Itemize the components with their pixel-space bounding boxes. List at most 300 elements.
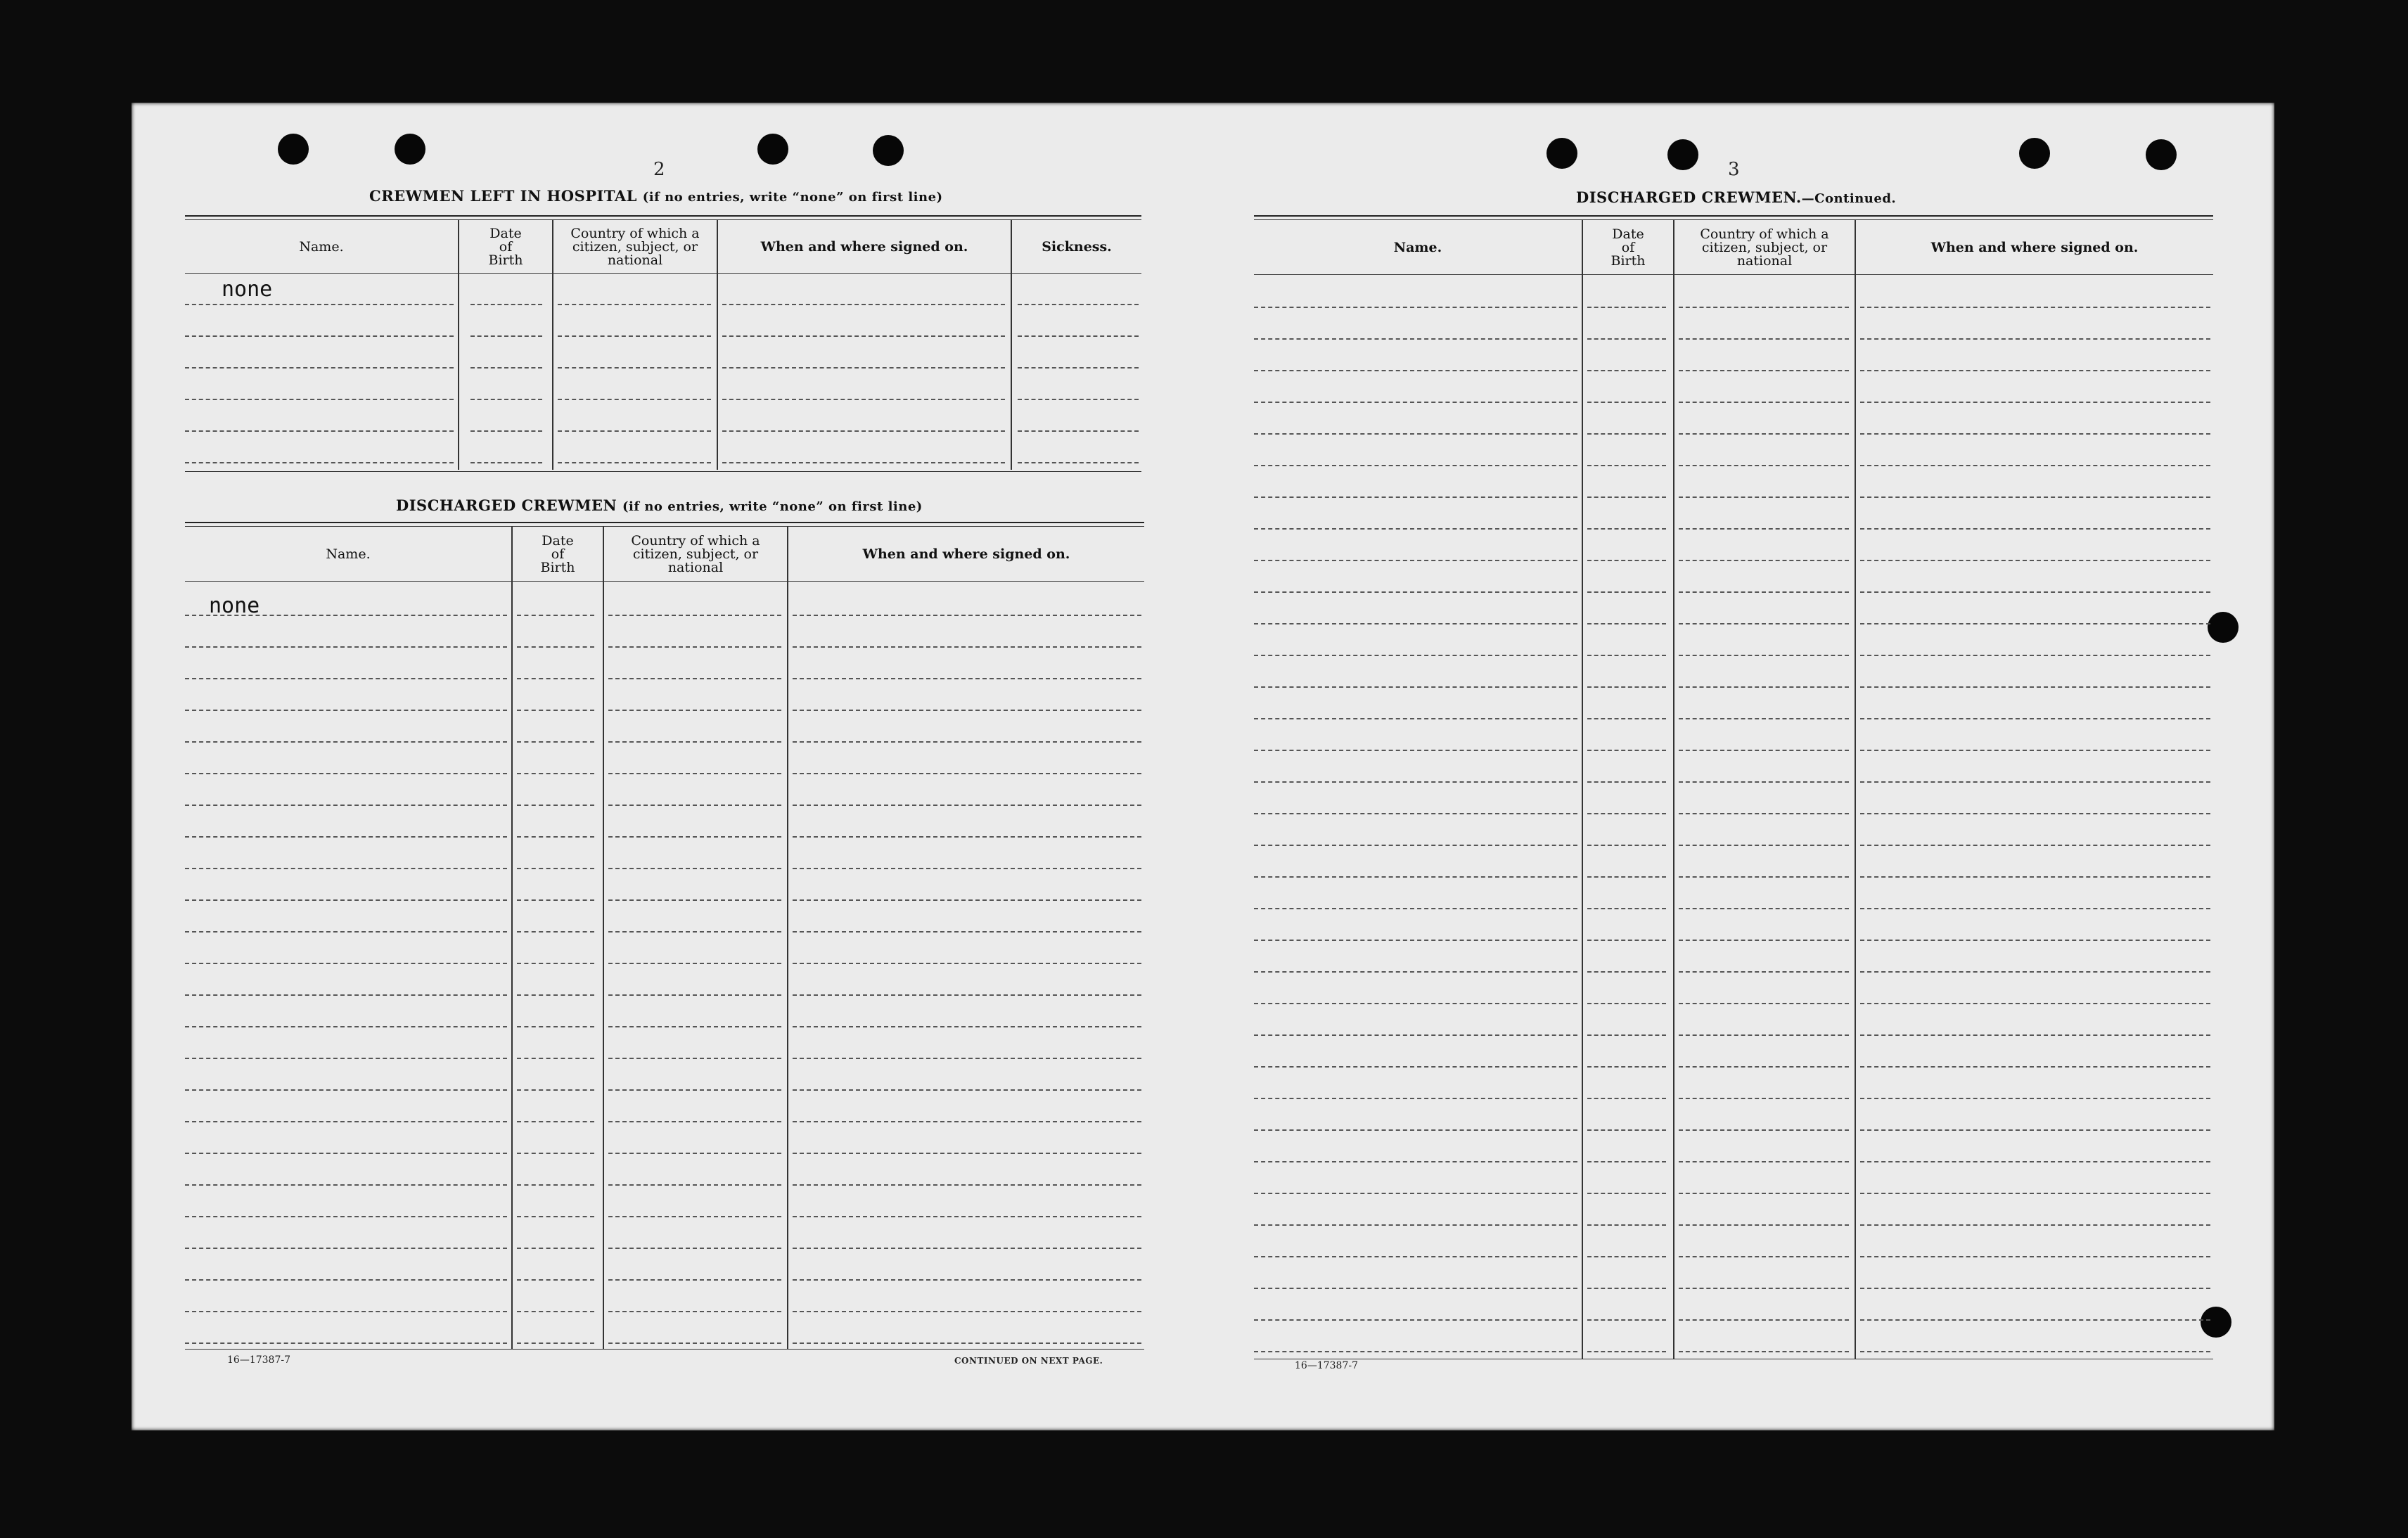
ruled-line xyxy=(1254,845,1577,846)
ruled-line xyxy=(1679,1288,1849,1289)
ruled-line xyxy=(185,773,507,774)
ruled-line xyxy=(608,773,781,774)
ruled-line xyxy=(1679,591,1849,593)
ruled-line xyxy=(608,615,781,616)
col-header-country: Country of which a citizen, subject, or national xyxy=(1700,226,1829,269)
ruled-line xyxy=(1679,845,1849,846)
ruled-line xyxy=(1587,1351,1666,1352)
ruled-line xyxy=(1254,623,1577,624)
ruled-line xyxy=(517,899,594,901)
ruled-line xyxy=(608,1216,781,1217)
ruled-line xyxy=(1860,338,2210,340)
punch-hole xyxy=(1667,139,1698,170)
ruled-line xyxy=(1587,876,1666,878)
ruled-line xyxy=(1587,465,1666,466)
ruled-line xyxy=(558,335,711,337)
ruled-line xyxy=(1679,718,1849,719)
ruled-line xyxy=(1587,402,1666,403)
ruled-line xyxy=(1587,1319,1666,1321)
ruled-line xyxy=(470,399,542,400)
ruled-line xyxy=(1679,433,1849,435)
col-header-date-of-birth: Date of Birth xyxy=(1610,226,1646,269)
section-heading: DISCHARGED CREWMEN. xyxy=(1576,188,1802,206)
ruled-line xyxy=(1679,750,1849,751)
ruled-line xyxy=(1860,433,2210,435)
ruled-line xyxy=(1254,1034,1577,1036)
ruled-line xyxy=(185,1058,507,1059)
discharged-section-title xyxy=(396,496,923,514)
ruled-line xyxy=(1018,367,1139,369)
ruled-line xyxy=(1679,1224,1849,1226)
ruled-line xyxy=(1254,433,1577,435)
ruled-line xyxy=(1254,307,1577,308)
ruled-line xyxy=(1679,813,1849,814)
ruled-line xyxy=(1679,908,1849,909)
col-header-sickness: Sickness. xyxy=(1042,238,1112,255)
ruled-line xyxy=(517,1342,594,1344)
ruled-line xyxy=(1679,465,1849,466)
ruled-line xyxy=(517,646,594,648)
section-heading: DISCHARGED CREWMEN xyxy=(396,496,617,514)
ruled-line xyxy=(1679,1066,1849,1068)
ruled-line xyxy=(1587,560,1666,561)
ruled-line xyxy=(185,1153,507,1154)
ruled-line xyxy=(1254,528,1577,530)
ruled-line xyxy=(793,1058,1141,1059)
ruled-line xyxy=(1679,338,1849,340)
ruled-line xyxy=(517,1311,594,1312)
page-number: 3 xyxy=(1728,159,1740,180)
ruled-line xyxy=(1860,1034,2210,1036)
ruled-line xyxy=(185,994,507,996)
ruled-line xyxy=(517,1026,594,1027)
ruled-line xyxy=(1254,402,1577,403)
ruled-line xyxy=(1860,1161,2210,1162)
ruled-line xyxy=(793,868,1141,869)
ruled-line xyxy=(1587,370,1666,371)
ruled-line xyxy=(1860,623,2210,624)
ruled-line xyxy=(1254,1319,1577,1321)
section-title-suffix: —Continued. xyxy=(1801,191,1897,206)
punch-hole xyxy=(873,135,904,166)
ruled-line xyxy=(1860,1066,2210,1068)
ruled-line xyxy=(558,462,711,463)
ruled-line xyxy=(793,1184,1141,1186)
col-header-name: Name. xyxy=(326,546,371,562)
ruled-line xyxy=(1860,402,2210,403)
punch-hole xyxy=(278,134,309,165)
ruled-line xyxy=(1860,781,2210,783)
ruled-line xyxy=(185,741,507,743)
ruled-line xyxy=(1860,370,2210,371)
ruled-line xyxy=(185,430,454,432)
ruled-line xyxy=(1018,430,1139,432)
ruled-line xyxy=(558,399,711,400)
ruled-line xyxy=(185,1342,507,1344)
ruled-line xyxy=(185,678,507,679)
form-sheet xyxy=(132,103,2274,1430)
punch-hole xyxy=(395,134,425,165)
ruled-line xyxy=(517,1153,594,1154)
discharged-entry: none xyxy=(209,594,260,618)
ruled-line xyxy=(1679,1256,1849,1257)
ruled-line xyxy=(1679,1098,1849,1099)
section-instruction: (if no entries, write “none” on first line) xyxy=(622,499,923,514)
ruled-line xyxy=(185,1279,507,1281)
ruled-line xyxy=(1587,940,1666,941)
ruled-line xyxy=(1254,750,1577,751)
ruled-line xyxy=(1587,908,1666,909)
ruled-line xyxy=(1254,1193,1577,1194)
ruled-line xyxy=(1860,1098,2210,1099)
ruled-line xyxy=(1860,845,2210,846)
ruled-line xyxy=(185,1026,507,1027)
hospital-section-title xyxy=(369,187,943,205)
ruled-line xyxy=(608,1058,781,1059)
col-header-date-of-birth: Date of Birth xyxy=(488,225,523,268)
ruled-line xyxy=(185,1121,507,1122)
col-header-date-of-birth: Date of Birth xyxy=(540,532,575,575)
ruled-line xyxy=(517,994,594,996)
form-number-left: 16—17387-7 xyxy=(227,1354,290,1366)
ruled-line xyxy=(722,430,1005,432)
ruled-line xyxy=(608,1184,781,1186)
ruled-line xyxy=(470,462,542,463)
ruled-line xyxy=(1254,338,1577,340)
col-header-country: Country of which a citizen, subject, or national xyxy=(570,225,700,268)
ruled-line xyxy=(1587,496,1666,498)
ruled-line xyxy=(1679,1351,1849,1352)
ruled-line xyxy=(793,646,1141,648)
ruled-line xyxy=(1587,1288,1666,1289)
ruled-line xyxy=(608,1026,781,1027)
col-header-name: Name. xyxy=(1393,239,1442,255)
ruled-line xyxy=(722,462,1005,463)
ruled-line xyxy=(1254,908,1577,909)
ruled-line xyxy=(1254,718,1577,719)
ruled-line xyxy=(722,304,1005,305)
ruled-line xyxy=(1018,335,1139,337)
col-header-name: Name. xyxy=(299,238,344,255)
ruled-line xyxy=(1587,1066,1666,1068)
ruled-line xyxy=(1860,528,2210,530)
ruled-line xyxy=(1254,496,1577,498)
ruled-line xyxy=(1587,1003,1666,1004)
section-heading: CREWMEN LEFT IN HOSPITAL xyxy=(369,187,637,205)
ruled-line xyxy=(1587,1034,1666,1036)
ruled-line xyxy=(185,963,507,964)
ruled-line xyxy=(793,773,1141,774)
ruled-line xyxy=(1254,370,1577,371)
ruled-line xyxy=(1587,655,1666,656)
ruled-line xyxy=(558,430,711,432)
ruled-line xyxy=(558,304,711,305)
ruled-line xyxy=(1254,876,1577,878)
ruled-line xyxy=(1679,1003,1849,1004)
ruled-line xyxy=(608,994,781,996)
ruled-line xyxy=(517,1121,594,1122)
ruled-line xyxy=(722,367,1005,369)
ruled-line xyxy=(1860,1351,2210,1352)
ruled-line xyxy=(1587,845,1666,846)
ruled-line xyxy=(1587,750,1666,751)
ruled-line xyxy=(1679,655,1849,656)
ruled-line xyxy=(1860,560,2210,561)
ruled-line xyxy=(608,1153,781,1154)
ruled-line xyxy=(1860,813,2210,814)
ruled-line xyxy=(1254,655,1577,656)
ruled-line xyxy=(1860,496,2210,498)
ruled-line xyxy=(1679,402,1849,403)
ruled-line xyxy=(185,462,454,463)
ruled-line xyxy=(1679,971,1849,973)
page-number: 2 xyxy=(653,159,665,180)
ruled-line xyxy=(793,1279,1141,1281)
ruled-line xyxy=(1587,718,1666,719)
ruled-line xyxy=(185,1184,507,1186)
ruled-line xyxy=(470,335,542,337)
ruled-line xyxy=(1860,750,2210,751)
ruled-line xyxy=(517,1184,594,1186)
ruled-line xyxy=(1254,1161,1577,1162)
right-section-title xyxy=(1576,188,1896,206)
ruled-line xyxy=(793,836,1141,838)
ruled-line xyxy=(1679,623,1849,624)
ruled-line xyxy=(517,1279,594,1281)
ruled-line xyxy=(1254,1003,1577,1004)
ruled-line xyxy=(517,741,594,743)
ruled-line xyxy=(1860,1256,2210,1257)
ruled-line xyxy=(558,367,711,369)
ruled-line xyxy=(185,615,507,616)
ruled-line xyxy=(1587,338,1666,340)
ruled-line xyxy=(722,399,1005,400)
ruled-line xyxy=(1587,971,1666,973)
ruled-line xyxy=(1860,940,2210,941)
ruled-line xyxy=(1587,686,1666,688)
ruled-line xyxy=(608,1248,781,1249)
ruled-line xyxy=(608,931,781,933)
ruled-line xyxy=(1018,304,1139,305)
ruled-line xyxy=(1254,560,1577,561)
ruled-line xyxy=(608,836,781,838)
punch-hole xyxy=(2146,139,2177,170)
ruled-line xyxy=(1860,1003,2210,1004)
ruled-line xyxy=(793,1089,1141,1091)
ruled-line xyxy=(1860,591,2210,593)
ruled-line xyxy=(608,678,781,679)
ruled-line xyxy=(1587,528,1666,530)
ruled-line xyxy=(1587,433,1666,435)
ruled-line xyxy=(1587,591,1666,593)
ruled-line xyxy=(793,994,1141,996)
ruled-line xyxy=(1254,971,1577,973)
ruled-line xyxy=(1860,307,2210,308)
ruled-line xyxy=(1679,560,1849,561)
ruled-line xyxy=(1860,1129,2210,1131)
ruled-line xyxy=(1254,465,1577,466)
ruled-line xyxy=(1587,1256,1666,1257)
ruled-line xyxy=(1860,908,2210,909)
ruled-line xyxy=(722,335,1005,337)
ruled-line xyxy=(517,1089,594,1091)
ruled-line xyxy=(793,931,1141,933)
ruled-line xyxy=(1587,1193,1666,1194)
col-header-signed-on: When and where signed on. xyxy=(862,546,1070,562)
ruled-line xyxy=(1679,1161,1849,1162)
ruled-line xyxy=(1254,940,1577,941)
form-number-right: 16—17387-7 xyxy=(1295,1360,1358,1371)
punch-hole xyxy=(757,134,788,165)
discharged-table-left xyxy=(185,522,1144,1352)
ruled-line xyxy=(1860,1319,2210,1321)
col-header-signed-on: When and where signed on. xyxy=(1930,239,2139,255)
ruled-line xyxy=(1679,686,1849,688)
ruled-line xyxy=(1254,813,1577,814)
ruled-line xyxy=(1860,1288,2210,1289)
ruled-line xyxy=(1587,623,1666,624)
ruled-line xyxy=(793,741,1141,743)
ruled-line xyxy=(1254,1224,1577,1226)
ruled-line xyxy=(185,805,507,806)
ruled-line xyxy=(1679,940,1849,941)
section-instruction: (if no entries, write “none” on first line) xyxy=(642,190,943,205)
ruled-line xyxy=(608,868,781,869)
ruled-line xyxy=(1254,1351,1577,1352)
ruled-line xyxy=(608,899,781,901)
ruled-line xyxy=(1679,1193,1849,1194)
ruled-line xyxy=(185,899,507,901)
ruled-line xyxy=(793,1216,1141,1217)
ruled-line xyxy=(608,710,781,711)
ruled-line xyxy=(1587,1129,1666,1131)
ruled-line xyxy=(1254,591,1577,593)
ruled-line xyxy=(185,399,454,400)
ruled-line xyxy=(517,836,594,838)
ruled-line xyxy=(185,710,507,711)
ruled-line xyxy=(1679,1129,1849,1131)
ruled-line xyxy=(1860,971,2210,973)
ruled-line xyxy=(1018,399,1139,400)
ruled-line xyxy=(1254,1066,1577,1068)
ruled-line xyxy=(1679,1319,1849,1321)
col-header-country: Country of which a citizen, subject, or national xyxy=(631,532,760,575)
ruled-line xyxy=(1018,462,1139,463)
ruled-line xyxy=(1587,781,1666,783)
ruled-line xyxy=(1587,813,1666,814)
ruled-line xyxy=(1587,1224,1666,1226)
ruled-line xyxy=(185,367,454,369)
ruled-line xyxy=(517,1216,594,1217)
ruled-line xyxy=(608,741,781,743)
ruled-line xyxy=(470,430,542,432)
ruled-line xyxy=(185,1216,507,1217)
ruled-line xyxy=(608,805,781,806)
ruled-line xyxy=(1679,528,1849,530)
ruled-line xyxy=(1860,718,2210,719)
ruled-line xyxy=(1679,1034,1849,1036)
ruled-line xyxy=(793,1026,1141,1027)
punch-hole xyxy=(2019,138,2050,169)
ruled-line xyxy=(517,931,594,933)
ruled-line xyxy=(793,1311,1141,1312)
ruled-line xyxy=(1860,1224,2210,1226)
ruled-line xyxy=(1587,1161,1666,1162)
ruled-line xyxy=(793,710,1141,711)
ruled-line xyxy=(793,899,1141,901)
ruled-line xyxy=(517,1058,594,1059)
hospital-entry: none xyxy=(222,277,273,302)
ruled-line xyxy=(608,1279,781,1281)
ruled-line xyxy=(470,367,542,369)
ruled-line xyxy=(793,1342,1141,1344)
ruled-line xyxy=(793,1153,1141,1154)
ruled-line xyxy=(793,963,1141,964)
ruled-line xyxy=(185,335,454,337)
ruled-line xyxy=(1860,876,2210,878)
ruled-line xyxy=(185,931,507,933)
ruled-line xyxy=(185,1248,507,1249)
ruled-line xyxy=(185,304,454,305)
col-header-signed-on: When and where signed on. xyxy=(760,238,968,255)
ruled-line xyxy=(185,1311,507,1312)
ruled-line xyxy=(793,1248,1141,1249)
ruled-line xyxy=(185,1089,507,1091)
ruled-line xyxy=(470,304,542,305)
ruled-line xyxy=(1679,370,1849,371)
ruled-line xyxy=(517,773,594,774)
ruled-line xyxy=(1587,1098,1666,1099)
ruled-line xyxy=(1254,1098,1577,1099)
ruled-line xyxy=(608,1089,781,1091)
ruled-line xyxy=(608,1311,781,1312)
ruled-line xyxy=(185,868,507,869)
ruled-line xyxy=(517,868,594,869)
discharged-table-right xyxy=(1254,215,2213,1361)
ruled-line xyxy=(1860,655,2210,656)
ruled-line xyxy=(608,1121,781,1122)
ruled-line xyxy=(1254,1256,1577,1257)
ruled-line xyxy=(1679,496,1849,498)
ruled-line xyxy=(608,963,781,964)
ruled-line xyxy=(517,963,594,964)
ruled-line xyxy=(1679,876,1849,878)
ruled-line xyxy=(793,1121,1141,1122)
ruled-line xyxy=(793,678,1141,679)
ruled-line xyxy=(1254,1129,1577,1131)
ruled-line xyxy=(517,1248,594,1249)
ruled-line xyxy=(1679,781,1849,783)
continued-note: CONTINUED ON NEXT PAGE. xyxy=(954,1356,1103,1366)
ruled-line xyxy=(185,836,507,838)
ruled-line xyxy=(1254,686,1577,688)
ruled-line xyxy=(608,646,781,648)
ruled-line xyxy=(1860,686,2210,688)
ruled-line xyxy=(1254,781,1577,783)
ruled-line xyxy=(793,805,1141,806)
ruled-line xyxy=(185,646,507,648)
ruled-line xyxy=(1860,465,2210,466)
ruled-line xyxy=(1587,307,1666,308)
ruled-line xyxy=(608,1342,781,1344)
ruled-line xyxy=(1254,1288,1577,1289)
punch-hole xyxy=(1546,138,1577,169)
ruled-line xyxy=(1679,307,1849,308)
ruled-line xyxy=(793,615,1141,616)
ruled-line xyxy=(517,710,594,711)
ruled-line xyxy=(1860,1193,2210,1194)
ruled-line xyxy=(517,615,594,616)
